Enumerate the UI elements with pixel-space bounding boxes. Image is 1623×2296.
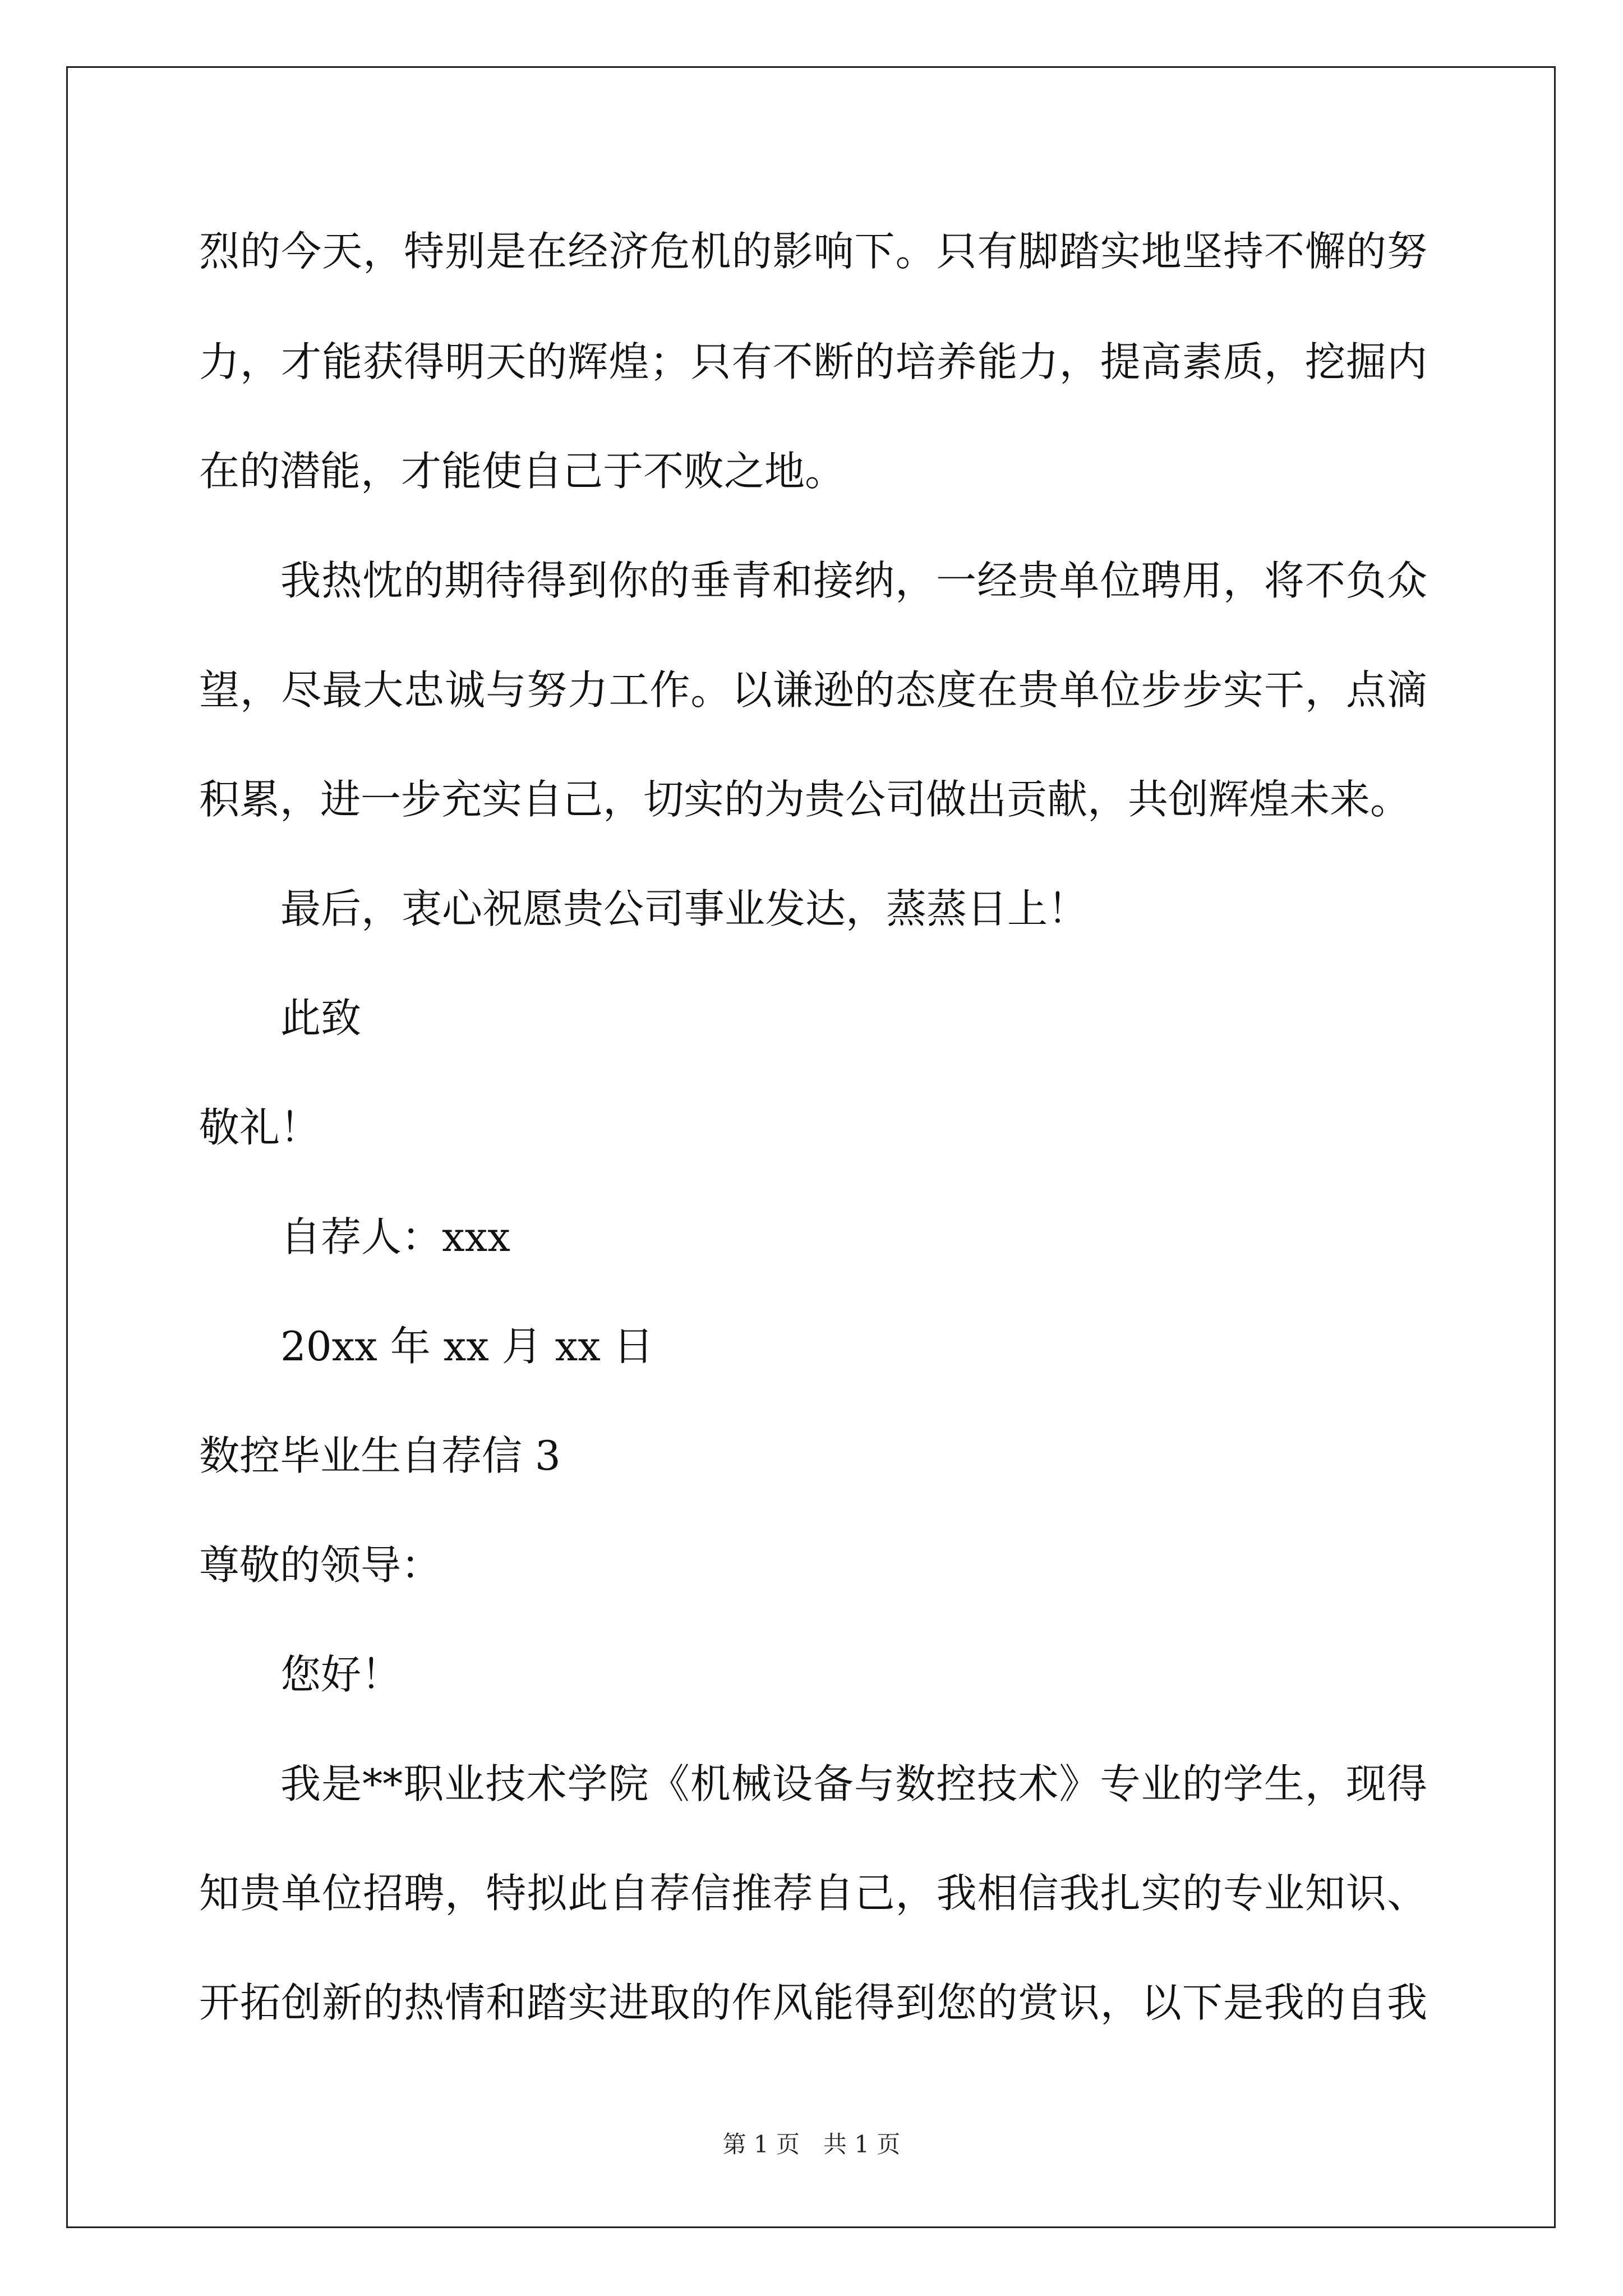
body-line: 开拓创新的热情和踏实进取的作风能得到您的赏识，以下是我的自我: [199, 1979, 1427, 2026]
body-line: 望，尽最大忠诚与努力工作。以谦逊的态度在贵单位步步实干，点滴: [199, 666, 1427, 714]
signature-line: 自荐人：xxx: [280, 1213, 510, 1260]
section-title: 数控毕业生自荐信 3: [199, 1432, 561, 1479]
regards: 敬礼！: [199, 1104, 321, 1151]
date-line: 20xx 年 xx 月 xx 日: [280, 1323, 654, 1370]
page-number: 第 1 页 共 1 页: [722, 2131, 901, 2158]
body-line: 力，才能获得明天的辉煌；只有不断的培养能力，提高素质，挖掘内: [199, 338, 1427, 385]
body-line: 在的潜能，才能使自己于不败之地。: [199, 448, 846, 495]
body-line: 积累，进一步充实自己，切实的为贵公司做出贡献，共创辉煌未来。: [199, 776, 1411, 823]
body-line: 烈的今天，特别是在经济危机的影响下。只有脚踏实地坚持不懈的努: [199, 228, 1427, 275]
greeting: 尊敬的领导：: [199, 1542, 442, 1589]
closing-wish: 最后，衷心祝愿贵公司事业发达，蒸蒸日上！: [280, 885, 1089, 932]
paragraph-line: 我是**职业技术学院《机械设备与数控技术》专业的学生，现得: [280, 1760, 1427, 1807]
salutation-close: 此致: [280, 995, 362, 1042]
body-line: 知贵单位招聘，特拟此自荐信推荐自己，我相信我扎实的专业知识、: [199, 1870, 1427, 1917]
paragraph-line: 我热忱的期待得到你的垂青和接纳，一经贵单位聘用，将不负众: [280, 557, 1427, 604]
hello-line: 您好！: [280, 1651, 402, 1698]
